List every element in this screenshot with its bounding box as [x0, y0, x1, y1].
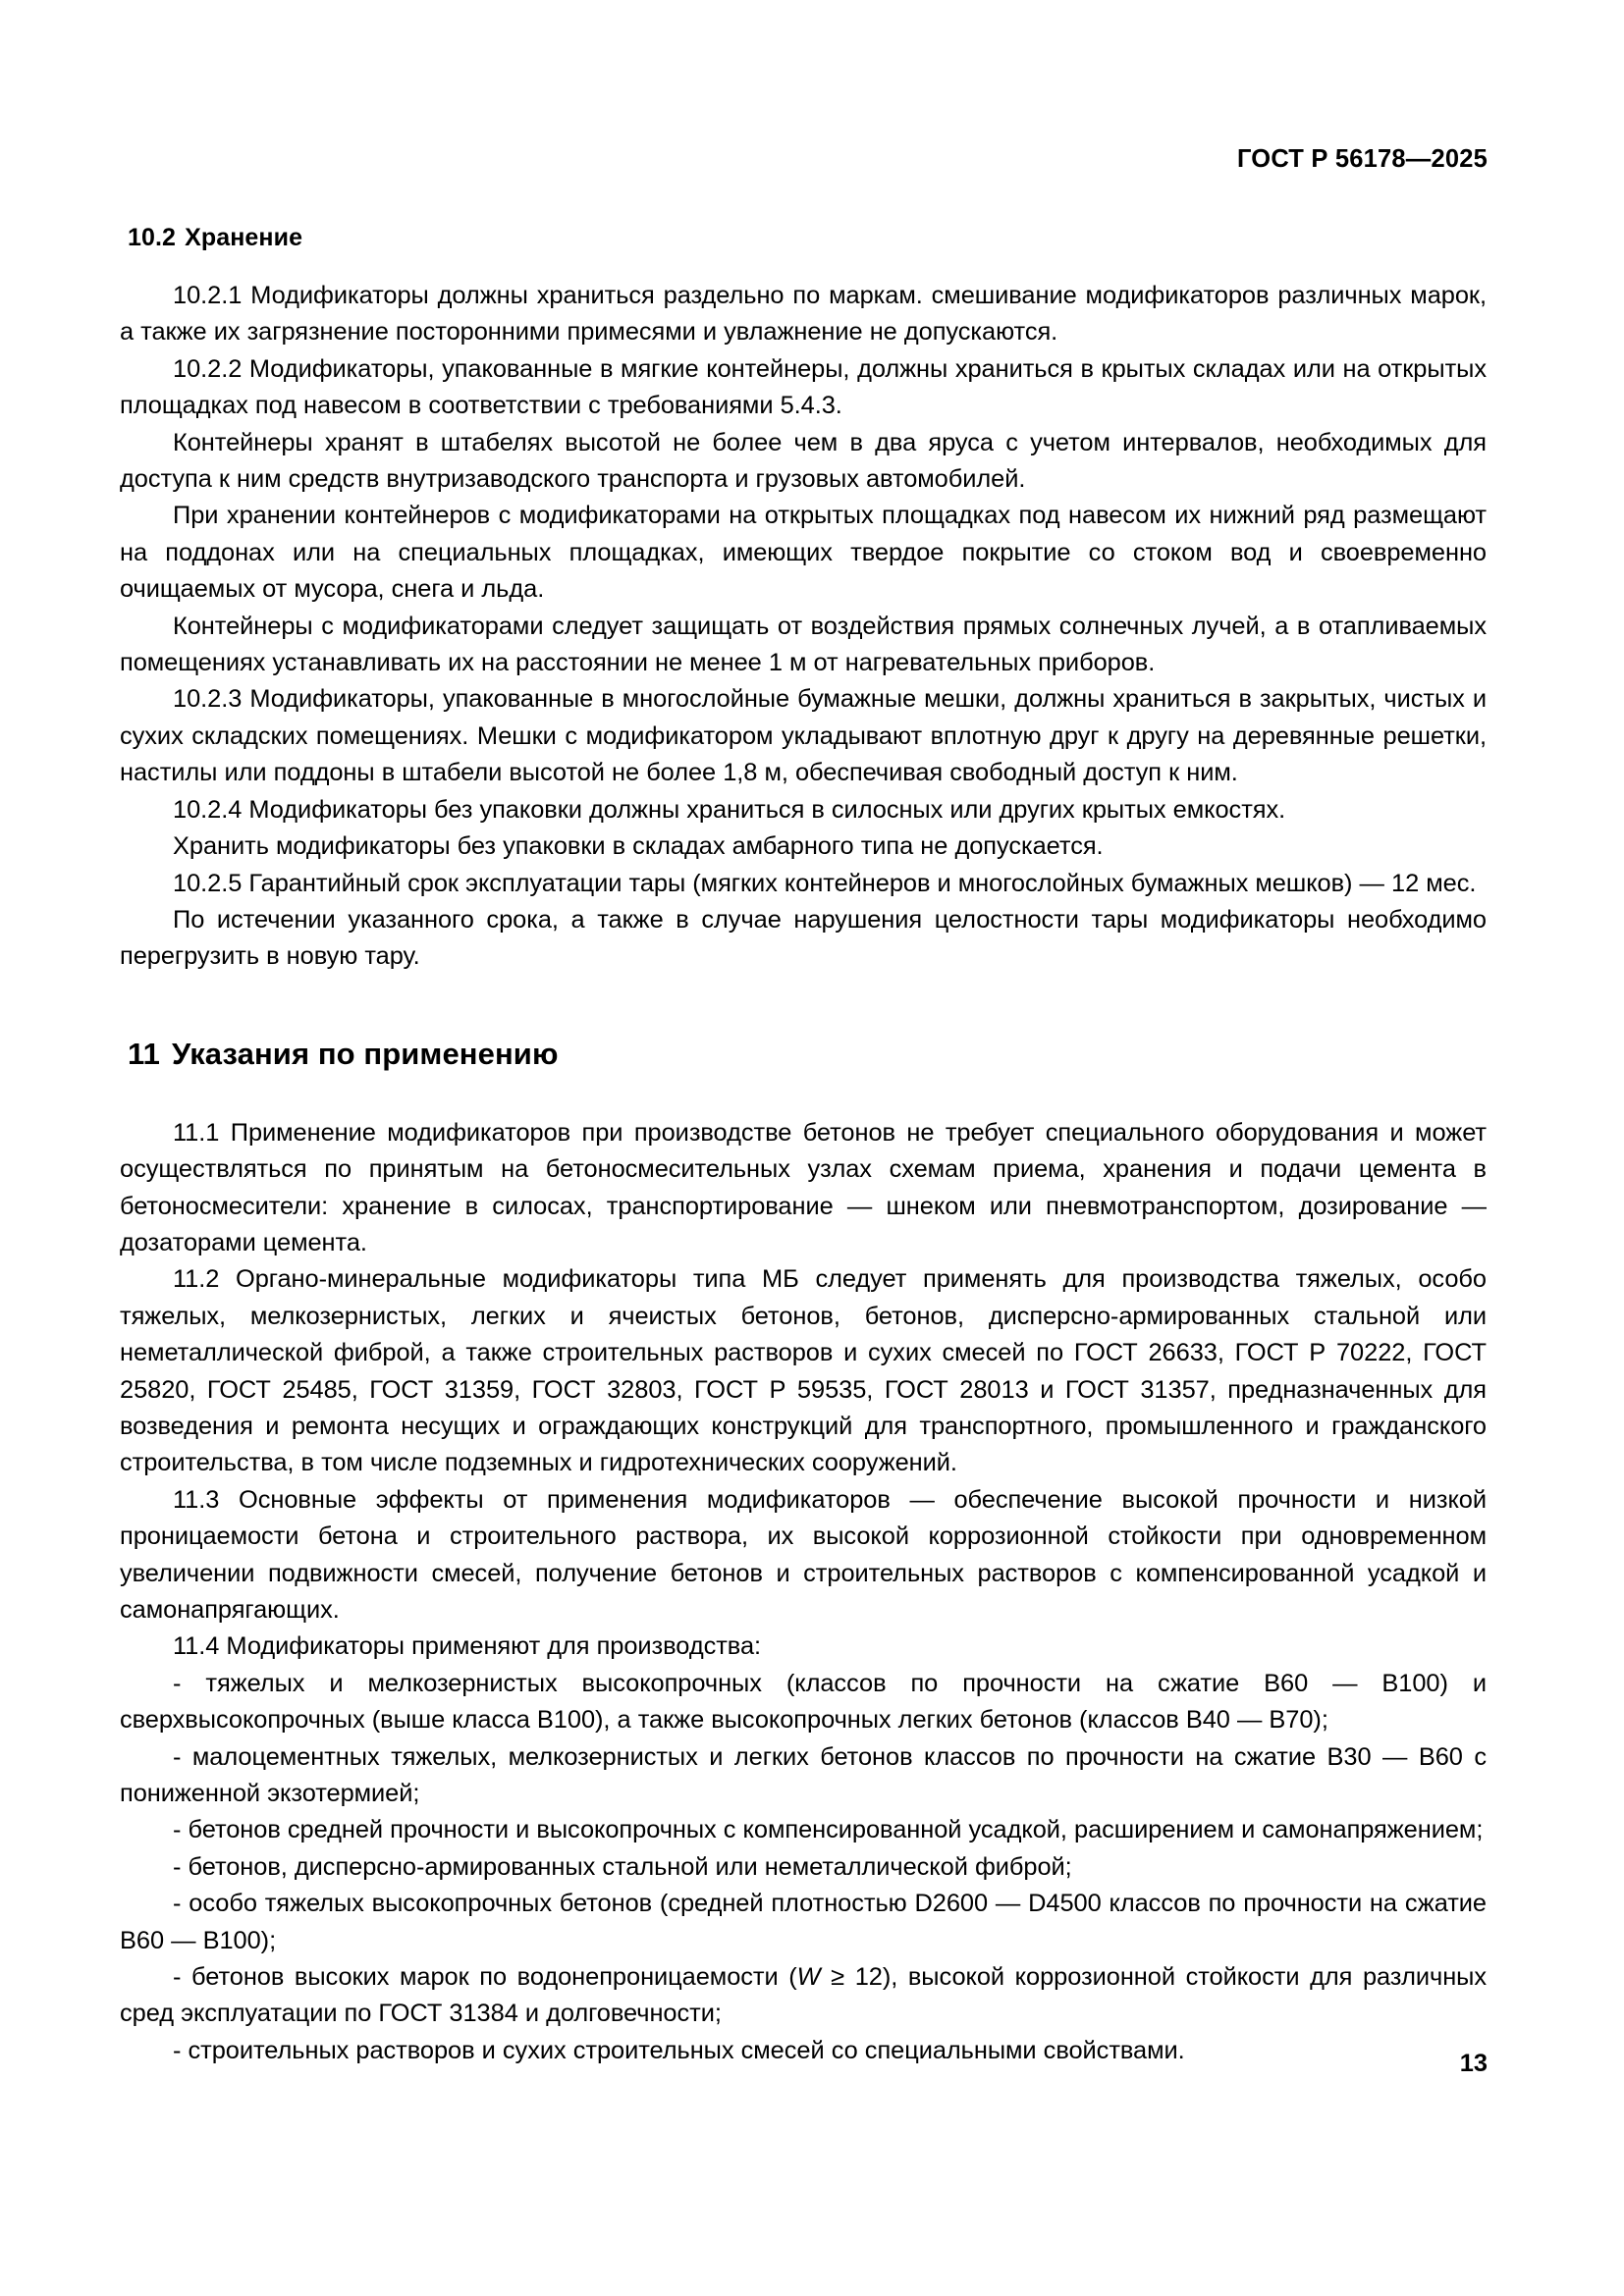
list-item-fiber-reinforced: - бетонов, дисперсно-армированных стальной или неметаллической фиброй;	[173, 1852, 1072, 1881]
paragraph-11-1: 11.1 Применение модификаторов при производстве бетонов не требует специального оборудования и может осуществляться по принятым на бетоносмесительных узлах схемам приема, хранения и подачи цемента в бетоносмесители: хранение в силосах, транспортирование — шнеком или пневмотранспортом, дозирование — дозаторами цемента.	[120, 1118, 1487, 1256]
heading-10-2-number: 10.2	[128, 224, 177, 251]
heading-10-2	[120, 224, 1487, 252]
paragraph-10-2-2: 10.2.2 Модификаторы, упакованные в мягкие контейнеры, должны храниться в крытых складах или на открытых площадках под навесом в соответствии с требованиями 5.4.3.	[120, 354, 1487, 420]
paragraph-10-2-4: 10.2.4 Модификаторы без упаковки должны храниться в силосных или других крытых емкостях.	[173, 795, 1286, 824]
spacer-after-section-11	[120, 1072, 1487, 1115]
paragraph-containers-stacking: Контейнеры хранят в штабелях высотой не более чем в два яруса с учетом интервалов, необходимых для доступа к ним средств внутризаводского транспорта и грузовых автомобилей.	[120, 428, 1487, 494]
list-item-water-resistance-prefix: - бетонов высоких марок по водонепроницаемости (	[173, 1963, 797, 1992]
page-number: 13	[1459, 2050, 1488, 2077]
heading-11-number: 11	[128, 1036, 160, 1071]
running-header-standard-ref: ГОСТ Р 56178—2025	[1236, 145, 1488, 173]
paragraph-11-4: 11.4 Модификаторы применяют для производства:	[173, 1632, 762, 1661]
list-item-water-resistance-suffix: ≥ 12), высокой коррозионной стойкости для различных сред эксплуатации по ГОСТ 31384 и долговечности;	[120, 1963, 1488, 2028]
heading-11-title: Указания по применению	[171, 1036, 559, 1071]
list-item-high-strength-concrete: - тяжелых и мелкозернистых высокопрочных (классов по прочности на сжатие В60 — В100) и сверхвысокопрочных (выше класса В100), а также высокопрочных легких бетонов (классов В40 — В70);	[120, 1669, 1487, 1735]
list-item-mortars-dry-mixes: - строительных растворов и сухих строительных смесей со специальными свойствами.	[173, 2036, 1185, 2064]
list-item-extra-heavy-concrete: - особо тяжелых высокопрочных бетонов (средней плотностью D2600 — D4500 классов по прочности на сжатие В60 — В100);	[120, 1890, 1487, 1954]
heading-11	[120, 1037, 1487, 1072]
paragraph-10-2-5: 10.2.5 Гарантийный срок эксплуатации тары (мягких контейнеров и многослойных бумажных мешков) — 12 мес.	[173, 869, 1477, 897]
paragraph-containers-sun-protection: Контейнеры с модификаторами следует защищать от воздействия прямых солнечных лучей, а в отапливаемых помещениях устанавливать их на расстоянии не менее 1 м от нагревательных приборов.	[120, 612, 1487, 677]
heading-10-2-title: Хранение	[185, 224, 303, 251]
paragraph-10-2-3: 10.2.3 Модификаторы, упакованные в многослойные бумажные мешки, должны храниться в закрытых, чистых и сухих складских помещениях. Мешки с модификатором укладывают вплотную друг к другу на деревянные решетки, настилы или поддоны в штабели высотой не более 1,8 м, обеспечивая свободный доступ к ним.	[120, 685, 1487, 787]
spacer-before-section-11	[120, 976, 1487, 1037]
list-item-compensated-shrinkage: - бетонов средней прочности и высокопрочных с компенсированной усадкой, расширением и самонапряжением;	[173, 1816, 1484, 1844]
paragraph-expiry-reload: По истечении указанного срока, а также в случае нарушения целостности тары модификаторы необходимо перегрузить в новую тару.	[120, 905, 1487, 971]
paragraph-10-2-1: 10.2.1 Модификаторы должны храниться раздельно по маркам. смешивание модификаторов различных марок, а также их загрязнение посторонними примесями и увлажнение не допускаются.	[120, 282, 1487, 347]
variable-w-symbol: W	[796, 1963, 821, 1992]
list-item-low-cement-concrete: - малоцементных тяжелых, мелкозернистых и легких бетонов классов по прочности на сжатие В30 — В60 с пониженной экзотермией;	[120, 1742, 1487, 1808]
paragraph-containers-open-areas: При хранении контейнеров с модификаторами на открытых площадках под навесом их нижний ряд размещают на поддонах или на специальных площадках, имеющих твердое покрытие со стоком вод и своевременно очищаемых от мусора, снега и льда.	[120, 502, 1487, 604]
paragraph-barn-storage-prohibited: Хранить модификаторы без упаковки в складах амбарного типа не допускается.	[173, 832, 1104, 861]
paragraph-11-2: 11.2 Органо-минеральные модификаторы типа МБ следует применять для производства тяжелых, особо тяжелых, мелкозернистых, легких и ячеистых бетонов, бетонов, дисперсно-армированных стальной или неметаллической фиброй, а также строительных растворов и сухих смесей по ГОСТ 26633, ГОСТ Р 70222, ГОСТ 25820, ГОСТ 25485, ГОСТ 31359, ГОСТ 32803, ГОСТ Р 59535, ГОСТ 28013 и ГОСТ 31357, предназначенных для возведения и ремонта несущих и ограждающих конструкций для транспортного, промышленного и гражданского строительства, в том числе подземных и гидротехнических сооружений.	[120, 1265, 1487, 1477]
list-item-water-resistance	[120, 1959, 1487, 2033]
paragraph-11-3: 11.3 Основные эффекты от применения модификаторов — обеспечение высокой прочности и низкой проницаемости бетона и строительного раствора, их высокой коррозионной стойкости при одновременном увеличении подвижности смесей, получение бетонов и строительных растворов с компенсированной усадкой и самонапрягающих.	[120, 1485, 1487, 1624]
page-content	[120, 224, 1487, 2069]
